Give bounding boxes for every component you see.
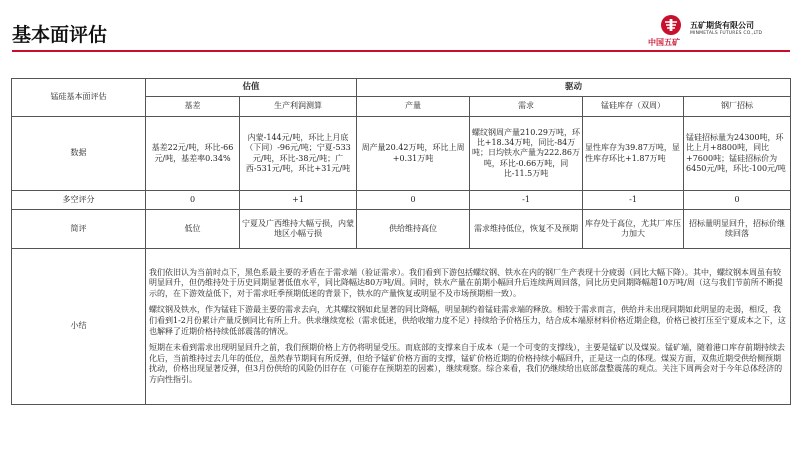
score-cell: 0 bbox=[146, 191, 240, 210]
comment-cell: 低位 bbox=[146, 210, 240, 249]
score-cell: +1 bbox=[240, 191, 357, 210]
table-row-data bbox=[12, 117, 791, 191]
column-header: 生产利润测算 bbox=[240, 97, 357, 117]
minmetals-logo-icon bbox=[660, 14, 682, 36]
logo-group-name: 中国五矿 bbox=[648, 38, 680, 47]
table-row-summary bbox=[12, 249, 791, 405]
data-cell-tender: 锰硅招标量为24300吨，环比上月+8800吨，同比+7600吨；锰硅招标价为6450元/吨，环比-100元/吨 bbox=[684, 117, 791, 191]
score-cell: 0 bbox=[684, 191, 791, 210]
company-logo bbox=[640, 12, 800, 52]
page-title: 基本面评估 bbox=[12, 24, 108, 46]
comment-cell: 需求维持低位，恢复不及预期 bbox=[470, 210, 583, 249]
column-header: 钢厂招标 bbox=[684, 97, 791, 117]
score-cell: -1 bbox=[583, 191, 684, 210]
row-label-data: 数据 bbox=[12, 117, 146, 191]
column-header: 锰硅库存（双周） bbox=[583, 97, 684, 117]
comment-cell: 供给维持高位 bbox=[357, 210, 470, 249]
table-row-comment bbox=[12, 210, 791, 249]
summary-cell bbox=[146, 249, 791, 405]
data-cell-inventory: 显性库存为39.87万吨，显性库存环比+1.87万吨 bbox=[583, 117, 684, 191]
column-header: 基差 bbox=[146, 97, 240, 117]
score-cell: -1 bbox=[470, 191, 583, 210]
group-header-valuation: 估值 bbox=[146, 79, 357, 97]
column-header: 需求 bbox=[470, 97, 583, 117]
summary-paragraph: 螺纹钢及铁水，作为锰硅下游最主要的需求去向，尤其螺纹钢如此显著的同比降幅，明显制约着锰硅需求端的释放。相较于需求而言，供给并未出现同期如此明显的走弱，相反，我们看到1-2月份累计产量反倒同比有所上升。供求继续宽松（需求低迷，供给收缩力度不足）持续给予价格压力，结合成本端原材料价格近期企稳，价格已被打压至宁夏成本之下，这也解释了近期价格持续低部震荡的情况。 bbox=[149, 305, 786, 336]
data-cell-profit: 内蒙-144元/吨，环比上月底（下同）-96元/吨；宁夏-533元/吨，环比-38元/吨；广西-531元/吨，环比+31元/吨 bbox=[240, 117, 357, 191]
row-label-summary: 小结 bbox=[12, 249, 146, 405]
comment-cell: 招标量明显回升，招标价继续回落 bbox=[684, 210, 791, 249]
comment-cell: 宁夏及广西维持大幅亏损，内蒙地区小幅亏损 bbox=[240, 210, 357, 249]
group-header-driver: 驱动 bbox=[357, 79, 791, 97]
data-cell-output: 周产量20.42万吨，环比上周+0.31万吨 bbox=[357, 117, 470, 191]
comment-cell: 库存处于高位，尤其厂库压力加大 bbox=[583, 210, 684, 249]
summary-paragraph: 我们依旧认为当前时点下，黑色系最主要的矛盾在于需求端（验证需求）。我们看到下游包括螺纹钢、铁水在内的钢厂生产表现十分疲弱（同比大幅下降）。其中，螺纹钢本周虽有较明显回升，但仍维持处于历史同期显著低值水平，同比降幅达80万吨/周。同时，铁水产量在前期小幅回升后连续两周回落，同比历史同期降幅超10万吨/周（这与我们节前所不断提示的，在下游效益低下，对于需求旺季预期低迷的背景下，铁水的产量恢复或明显不及市场预期相一致）。 bbox=[149, 267, 783, 298]
logo-company-name: 五矿期货有限公司 bbox=[690, 21, 754, 30]
table-row-score bbox=[12, 191, 791, 210]
assessment-table bbox=[11, 78, 791, 405]
data-cell-demand: 螺纹钢周产量210.29万吨，环比+18.34万吨，同比-84万吨；日均铁水产量为222.86万吨，环比-0.66万吨，同比-11.5万吨 bbox=[470, 117, 583, 191]
data-cell-basis: 基差22元/吨，环比-66元/吨，基差率0.34% bbox=[146, 117, 240, 191]
score-cell: 0 bbox=[357, 191, 470, 210]
summary-paragraph: 短期在未看到需求出现明显回升之前，我们预期价格上方仍将明显受压。而底部的支撑来自于成本（是一个可变的支撑线），主要是锰矿以及煤炭。锰矿端，随着港口库存前期持续去化后，当前维持过去几年的低位，虽然春节期间有所反弹，但给予锰矿价格方面的支撑，锰矿价格近期的价格持续小幅回升，正是这一点的体现。煤炭方面，双焦近期受供给侧预期扰动，价格出现显著反弹，但3月份供给的风险仍旧存在（可能存在预期差的因素），继续观察。综合来看，我们仍继续给出底部盘整震荡的观点。关注下周两会对于今年总体经济的方向性指引。 bbox=[149, 343, 785, 384]
column-header: 产量 bbox=[357, 97, 470, 117]
row-label-comment: 简评 bbox=[12, 210, 146, 249]
table-group-header-row bbox=[12, 79, 791, 97]
logo-english-name: MINMETALS FUTURES CO.,LTD bbox=[690, 31, 763, 36]
corner-label: 锰硅基本面评估 bbox=[12, 79, 146, 117]
row-label-score: 多空评分 bbox=[12, 191, 146, 210]
